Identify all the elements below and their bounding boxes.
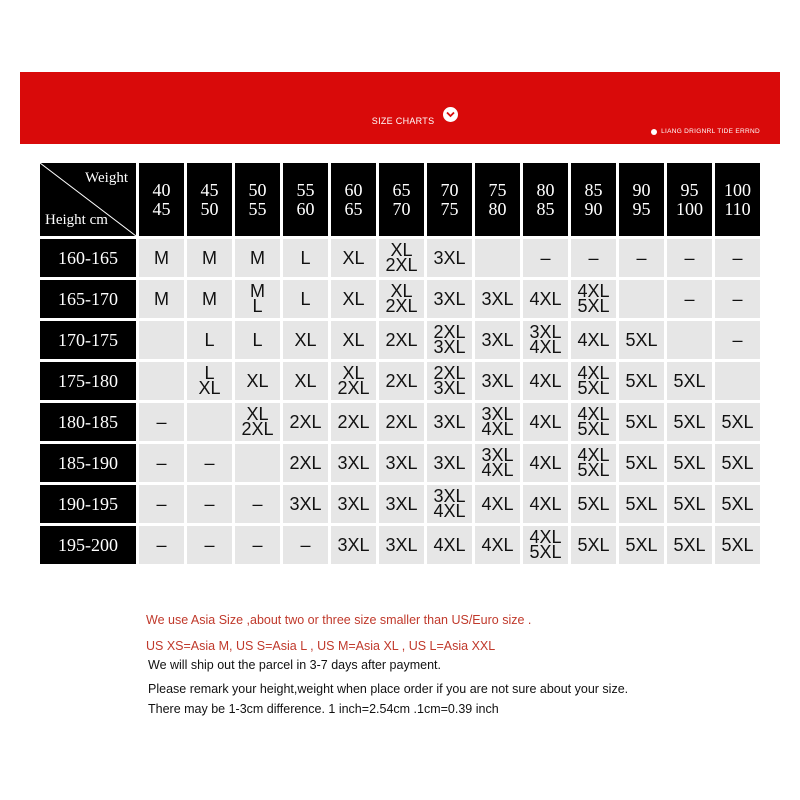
- weight-header: [379, 163, 424, 236]
- weight-value: 95: [632, 198, 651, 219]
- size-value: –: [252, 493, 263, 514]
- size-cell: [139, 280, 184, 318]
- size-value: 5XL: [625, 411, 658, 432]
- size-cell: [571, 280, 616, 318]
- weight-header: [475, 163, 520, 236]
- brand-text: LIANG DRIGNRL TIDE ERRND: [661, 128, 760, 135]
- size-value: 2XL: [385, 255, 418, 275]
- size-cell: [235, 444, 280, 482]
- size-value: 3XL: [385, 493, 418, 514]
- size-value: L: [300, 288, 311, 309]
- size-cell: [379, 280, 424, 318]
- size-value: 5XL: [625, 329, 658, 350]
- size-value: 4XL: [529, 337, 562, 357]
- size-cell: [475, 526, 520, 564]
- size-cell: [235, 280, 280, 318]
- weight-axis-label: Weight: [85, 170, 128, 186]
- corner-header: [40, 163, 136, 236]
- size-value: 4XL: [529, 527, 562, 547]
- size-value: 3XL: [337, 493, 370, 514]
- size-cell: [283, 526, 328, 564]
- size-cell: [283, 444, 328, 482]
- size-value: 3XL: [433, 486, 466, 506]
- size-value: 4XL: [529, 370, 562, 391]
- size-value: 4XL: [529, 452, 562, 473]
- weight-value: 75: [488, 179, 507, 200]
- size-value: –: [300, 534, 311, 555]
- size-cell: [715, 403, 760, 441]
- size-cell: [331, 280, 376, 318]
- size-value: 2XL: [241, 419, 274, 439]
- note-shipping: We will ship out the parcel in 3-7 days after payment.: [148, 658, 441, 672]
- size-value: –: [636, 247, 647, 268]
- size-cell: [715, 280, 760, 318]
- size-cell: [187, 485, 232, 523]
- size-value: 4XL: [577, 281, 610, 301]
- size-value: 3XL: [337, 534, 370, 555]
- size-value: 5XL: [577, 460, 610, 480]
- size-cell: [139, 321, 184, 359]
- size-cell: [715, 239, 760, 277]
- size-cell: [427, 526, 472, 564]
- size-value: 5XL: [625, 370, 658, 391]
- weight-value: 60: [296, 198, 315, 219]
- size-cell: [379, 321, 424, 359]
- size-cell: [187, 526, 232, 564]
- size-cell: [427, 239, 472, 277]
- size-value: 4XL: [433, 501, 466, 521]
- size-cell: [571, 362, 616, 400]
- size-value: M: [154, 288, 169, 309]
- height-row-header: 175-180: [40, 362, 136, 400]
- size-value: 4XL: [529, 288, 562, 309]
- size-cell: [619, 403, 664, 441]
- weight-value: 60: [344, 179, 363, 200]
- size-value: 5XL: [625, 452, 658, 473]
- size-cell: [139, 362, 184, 400]
- size-value: 5XL: [673, 370, 706, 391]
- size-cell: [667, 362, 712, 400]
- weight-value: 50: [200, 198, 219, 219]
- size-cell: [523, 280, 568, 318]
- size-cell: [283, 321, 328, 359]
- size-chart-table: [40, 163, 760, 564]
- size-cell: [523, 239, 568, 277]
- size-value: 4XL: [577, 404, 610, 424]
- size-cell: [139, 239, 184, 277]
- size-value: 3XL: [481, 370, 514, 391]
- size-value: 2XL: [337, 378, 370, 398]
- size-value: 5XL: [721, 411, 754, 432]
- size-value: 3XL: [385, 534, 418, 555]
- size-cell: [571, 321, 616, 359]
- size-cell: [139, 403, 184, 441]
- size-cell: [667, 321, 712, 359]
- size-cell: [187, 444, 232, 482]
- size-cell: [523, 444, 568, 482]
- size-value: 5XL: [673, 452, 706, 473]
- size-value: XL: [246, 370, 269, 391]
- height-axis-label: Height cm: [45, 212, 108, 228]
- height-row-header: 185-190: [40, 444, 136, 482]
- size-value: –: [732, 329, 743, 350]
- size-value: 4XL: [433, 534, 466, 555]
- size-cell: [571, 444, 616, 482]
- size-value: XL: [342, 363, 365, 383]
- size-value: 2XL: [337, 411, 370, 432]
- weight-value: 95: [680, 179, 699, 200]
- weight-value: 70: [440, 179, 459, 200]
- weight-value: 80: [536, 179, 555, 200]
- size-cell: [715, 321, 760, 359]
- size-cell: [379, 444, 424, 482]
- weight-header: [523, 163, 568, 236]
- size-cell: [523, 485, 568, 523]
- size-value: XL: [390, 240, 413, 260]
- size-value: 3XL: [481, 288, 514, 309]
- size-cell: [235, 485, 280, 523]
- size-cell: [475, 280, 520, 318]
- size-value: 5XL: [625, 534, 658, 555]
- size-cell: [667, 485, 712, 523]
- size-value: 3XL: [433, 378, 466, 398]
- note-difference: There may be 1-3cm difference. 1 inch=2.54cm .1cm=0.39 inch: [148, 702, 499, 716]
- size-value: M: [250, 281, 265, 301]
- size-cell: [715, 362, 760, 400]
- size-value: M: [202, 288, 217, 309]
- size-cell: [571, 485, 616, 523]
- size-value: XL: [342, 247, 365, 268]
- size-value: 5XL: [625, 493, 658, 514]
- size-cell: [715, 444, 760, 482]
- size-cell: [235, 403, 280, 441]
- size-value: –: [588, 247, 599, 268]
- size-value: 4XL: [481, 460, 514, 480]
- size-value: 3XL: [481, 404, 514, 424]
- size-cell: [475, 362, 520, 400]
- size-cell: [619, 321, 664, 359]
- size-value: –: [156, 411, 167, 432]
- weight-value: 110: [724, 198, 751, 219]
- size-value: 5XL: [721, 534, 754, 555]
- size-cell: [331, 444, 376, 482]
- size-value: 2XL: [385, 411, 418, 432]
- size-cell: [427, 321, 472, 359]
- size-cell: [427, 280, 472, 318]
- size-cell: [331, 362, 376, 400]
- weight-header: [331, 163, 376, 236]
- size-value: L: [252, 296, 263, 316]
- size-cell: [667, 444, 712, 482]
- size-cell: [667, 239, 712, 277]
- size-cell: [427, 485, 472, 523]
- size-value: XL: [390, 281, 413, 301]
- size-cell: [475, 485, 520, 523]
- size-cell: [619, 526, 664, 564]
- size-value: 2XL: [433, 363, 466, 383]
- size-value: 3XL: [481, 329, 514, 350]
- size-value: XL: [342, 288, 365, 309]
- size-cell: [619, 280, 664, 318]
- size-cell: [139, 444, 184, 482]
- weight-value: 85: [584, 179, 603, 200]
- weight-value: 100: [724, 179, 751, 200]
- size-value: –: [732, 288, 743, 309]
- size-value: 2XL: [289, 452, 322, 473]
- banner-title: [20, 113, 800, 128]
- size-value: L: [252, 329, 263, 350]
- size-value: 5XL: [673, 534, 706, 555]
- weight-value: 45: [152, 198, 171, 219]
- size-value: 4XL: [577, 445, 610, 465]
- weight-value: 55: [296, 179, 315, 200]
- size-value: 5XL: [577, 419, 610, 439]
- weight-header: [619, 163, 664, 236]
- weight-header: [187, 163, 232, 236]
- weight-value: 90: [584, 198, 603, 219]
- size-value: XL: [246, 404, 269, 424]
- size-value: –: [204, 534, 215, 555]
- bullet-icon: [651, 129, 657, 135]
- size-value: 4XL: [577, 363, 610, 383]
- size-value: –: [156, 452, 167, 473]
- size-cell: [571, 403, 616, 441]
- size-cell: [475, 444, 520, 482]
- size-cell: [619, 444, 664, 482]
- size-value: 2XL: [433, 322, 466, 342]
- size-cell: [715, 485, 760, 523]
- size-value: 3XL: [433, 247, 466, 268]
- size-value: 2XL: [385, 296, 418, 316]
- size-cell: [283, 485, 328, 523]
- size-value: 2XL: [385, 370, 418, 391]
- size-cell: [331, 403, 376, 441]
- size-value: 4XL: [481, 419, 514, 439]
- size-cell: [667, 403, 712, 441]
- size-value: 3XL: [337, 452, 370, 473]
- banner-title-text: SIZE CHARTS: [371, 115, 435, 126]
- size-value: 3XL: [433, 411, 466, 432]
- weight-value: 55: [248, 198, 267, 219]
- size-cell: [235, 362, 280, 400]
- size-value: 3XL: [433, 288, 466, 309]
- weight-value: 85: [536, 198, 555, 219]
- size-value: 4XL: [529, 411, 562, 432]
- size-cell: [619, 239, 664, 277]
- size-value: 2XL: [289, 411, 322, 432]
- size-value: –: [732, 247, 743, 268]
- weight-header: [715, 163, 760, 236]
- size-value: –: [156, 534, 167, 555]
- weight-value: 65: [344, 198, 363, 219]
- size-value: –: [252, 534, 263, 555]
- size-value: 5XL: [721, 452, 754, 473]
- weight-header: [427, 163, 472, 236]
- size-value: –: [204, 452, 215, 473]
- height-row-header: 195-200: [40, 526, 136, 564]
- size-value: –: [204, 493, 215, 514]
- size-cell: [571, 239, 616, 277]
- weight-header: [139, 163, 184, 236]
- size-chart-banner: [20, 72, 780, 144]
- weight-value: 65: [392, 179, 411, 200]
- size-cell: [187, 239, 232, 277]
- size-value: 5XL: [577, 493, 610, 514]
- size-cell: [139, 485, 184, 523]
- size-cell: [379, 403, 424, 441]
- size-cell: [283, 239, 328, 277]
- height-row-header: 180-185: [40, 403, 136, 441]
- size-value: 5XL: [529, 542, 562, 562]
- size-cell: [619, 362, 664, 400]
- size-value: L: [204, 363, 215, 383]
- note-remark: Please remark your height,weight when place order if you are not sure about your size.: [148, 682, 629, 696]
- height-row-header: 170-175: [40, 321, 136, 359]
- size-value: –: [156, 493, 167, 514]
- size-cell: [187, 321, 232, 359]
- weight-value: 90: [632, 179, 651, 200]
- size-cell: [571, 526, 616, 564]
- size-value: 4XL: [577, 329, 610, 350]
- weight-header: [283, 163, 328, 236]
- size-value: 5XL: [673, 493, 706, 514]
- size-cell: [379, 526, 424, 564]
- size-cell: [187, 403, 232, 441]
- size-value: 3XL: [289, 493, 322, 514]
- size-cell: [379, 485, 424, 523]
- size-value: 3XL: [385, 452, 418, 473]
- size-cell: [331, 321, 376, 359]
- height-row-header: 165-170: [40, 280, 136, 318]
- size-value: –: [540, 247, 551, 268]
- weight-header: [667, 163, 712, 236]
- size-cell: [283, 280, 328, 318]
- size-cell: [139, 526, 184, 564]
- size-value: –: [684, 247, 695, 268]
- size-value: M: [202, 247, 217, 268]
- size-cell: [331, 485, 376, 523]
- size-value: L: [204, 329, 215, 350]
- size-value: M: [154, 247, 169, 268]
- size-value: M: [250, 247, 265, 268]
- size-cell: [715, 526, 760, 564]
- size-cell: [427, 403, 472, 441]
- weight-value: 75: [440, 198, 459, 219]
- size-cell: [235, 526, 280, 564]
- height-row-header: 160-165: [40, 239, 136, 277]
- size-cell: [235, 239, 280, 277]
- chevron-down-icon: [443, 107, 458, 122]
- size-value: 5XL: [721, 493, 754, 514]
- size-cell: [667, 526, 712, 564]
- size-cell: [187, 362, 232, 400]
- size-value: 5XL: [577, 296, 610, 316]
- size-value: XL: [294, 329, 317, 350]
- weight-value: 80: [488, 198, 507, 219]
- size-value: 4XL: [481, 534, 514, 555]
- weight-header: [235, 163, 280, 236]
- size-cell: [187, 280, 232, 318]
- weight-value: 70: [392, 198, 411, 219]
- size-cell: [283, 362, 328, 400]
- size-value: –: [684, 288, 695, 309]
- weight-value: 50: [248, 179, 267, 200]
- size-value: 3XL: [529, 322, 562, 342]
- size-value: 3XL: [433, 337, 466, 357]
- size-cell: [523, 362, 568, 400]
- note-asia-size: We use Asia Size ,about two or three size smaller than US/Euro size .: [146, 613, 532, 627]
- size-value: 3XL: [481, 445, 514, 465]
- size-value: 5XL: [577, 378, 610, 398]
- size-value: 5XL: [577, 534, 610, 555]
- size-cell: [475, 239, 520, 277]
- weight-value: 45: [200, 179, 219, 200]
- size-cell: [331, 526, 376, 564]
- size-cell: [379, 239, 424, 277]
- size-cell: [427, 444, 472, 482]
- size-cell: [475, 403, 520, 441]
- height-row-header: 190-195: [40, 485, 136, 523]
- size-cell: [331, 239, 376, 277]
- size-cell: [523, 403, 568, 441]
- weight-value: 100: [676, 198, 703, 219]
- size-cell: [427, 362, 472, 400]
- size-cell: [475, 321, 520, 359]
- size-value: 4XL: [481, 493, 514, 514]
- size-value: XL: [294, 370, 317, 391]
- size-cell: [619, 485, 664, 523]
- size-value: XL: [342, 329, 365, 350]
- note-us-conversion: US XS=Asia M, US S=Asia L , US M=Asia XL , US L=Asia XXL: [146, 639, 496, 653]
- size-cell: [235, 321, 280, 359]
- weight-value: 40: [152, 179, 171, 200]
- size-value: 2XL: [385, 329, 418, 350]
- brand-label: [651, 128, 760, 135]
- size-value: 3XL: [433, 452, 466, 473]
- weight-header: [571, 163, 616, 236]
- size-cell: [523, 321, 568, 359]
- size-cell: [283, 403, 328, 441]
- size-cell: [667, 280, 712, 318]
- size-value: 5XL: [673, 411, 706, 432]
- size-value: 4XL: [529, 493, 562, 514]
- size-cell: [523, 526, 568, 564]
- size-cell: [379, 362, 424, 400]
- size-value: L: [300, 247, 311, 268]
- size-value: XL: [198, 378, 221, 398]
